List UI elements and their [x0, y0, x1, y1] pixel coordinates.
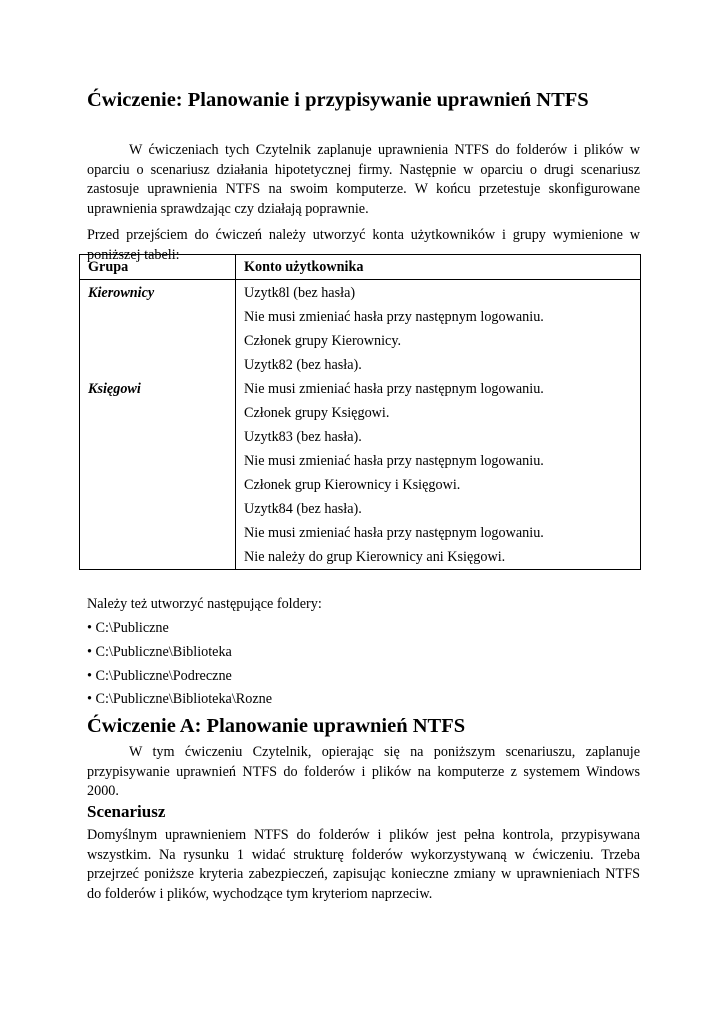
table-header-row	[80, 255, 641, 280]
account-line: Uzytk82 (bez hasła).	[244, 357, 362, 373]
folder-item: • C:\Publiczne\Biblioteka\Rozne	[87, 691, 273, 707]
page-title: Ćwiczenie: Planowanie i przypisywanie uprawnień NTFS	[87, 89, 589, 111]
exercise-a-paragraph: W tym ćwiczeniu Czytelnik, opierając się na poniższym scenariuszu, zaplanuje przypisywanie uprawnień NTFS do folderów i plików na komputerze z systemem Windows 2000.	[87, 744, 640, 799]
header-account: Konto użytkownika	[236, 255, 641, 280]
exercise-a-section	[87, 743, 640, 802]
group-kierownicy: Kierownicy	[88, 285, 155, 301]
group-column	[80, 280, 236, 570]
account-line: Członek grup Kierownicy i Księgowi.	[244, 477, 461, 493]
folder-item: • C:\Publiczne	[87, 620, 169, 636]
intro-paragraph-2: Przed przejściem do ćwiczeń należy utworzyć konta użytkowników i grupy wymienione w poniższej tabeli:	[87, 227, 640, 263]
scenario-section	[87, 826, 640, 904]
scenario-heading: Scenariusz	[87, 802, 166, 821]
account-line: Nie musi zmieniać hasła przy następnym logowaniu.	[244, 381, 544, 397]
folder-item: • C:\Publiczne\Biblioteka	[87, 644, 232, 660]
folder-item: • C:\Publiczne\Podreczne	[87, 668, 232, 684]
intro-section	[87, 141, 640, 265]
table-body-row	[80, 280, 641, 570]
accounts-table	[79, 254, 641, 570]
account-line: Nie musi zmieniać hasła przy następnym logowaniu.	[244, 453, 544, 469]
exercise-a-heading: Ćwiczenie A: Planowanie uprawnień NTFS	[87, 715, 466, 737]
account-line: Nie musi zmieniać hasła przy następnym logowaniu.	[244, 525, 544, 541]
intro-paragraph-1: W ćwiczeniach tych Czytelnik zaplanuje uprawnienia NTFS do folderów i plików w oparciu o scenariusz działania hipotetycznej firmy. Następnie w oparciu o drugi scenariusz zastosuje uprawnienia NTFS na swoim komputerze. W końcu przetestuje skonfigurowane uprawnienia sprawdzając czy działają poprawnie.	[87, 142, 640, 217]
account-line: Nie należy do grup Kierownicy ani Księgowi.	[244, 549, 506, 565]
account-line: Uzytk83 (bez hasła).	[244, 429, 362, 445]
scenario-paragraph: Domyślnym uprawnieniem NTFS do folderów i plików jest pełna kontrola, przypisywana wszystkim. Na rysunku 1 widać strukturę folderów wykorzystywaną w ćwiczeniu. Trzeba przejrzeć poniższe kryteria zabezpieczeń, zapisując konieczne zmiany w uprawnieniach NTFS do folderów i plików, wychodzące tym kryteriom naprzeciw.	[87, 827, 640, 902]
folders-intro: Należy też utworzyć następujące foldery:	[87, 596, 322, 612]
account-line: Nie musi zmieniać hasła przy następnym logowaniu.	[244, 309, 544, 325]
account-line: Uzytk8l (bez hasła)	[244, 285, 356, 301]
account-line: Członek grupy Księgowi.	[244, 405, 390, 421]
header-group: Grupa	[80, 255, 236, 280]
account-line: Uzytk84 (bez hasła).	[244, 501, 362, 517]
account-line: Członek grupy Kierownicy.	[244, 333, 402, 349]
account-column	[236, 280, 641, 570]
group-ksiegowi: Księgowi	[88, 381, 141, 397]
